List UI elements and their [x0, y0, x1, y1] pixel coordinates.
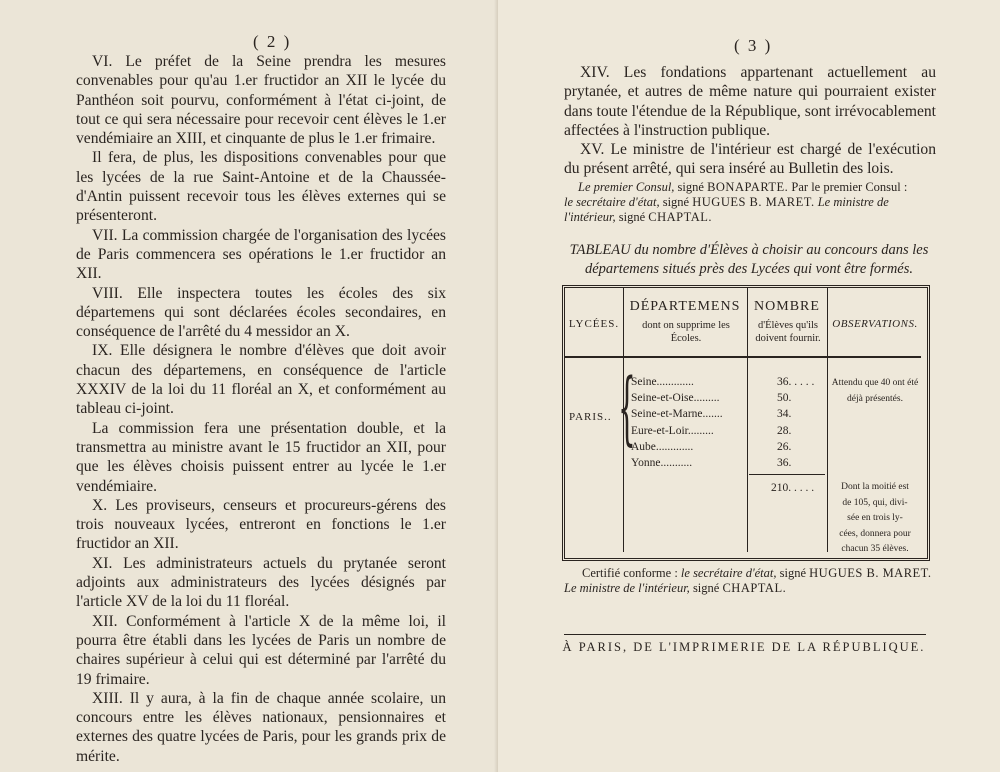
article-xiv: XIV. Les fondations appartenant actuellement au prytanée, et autres de même nature qui pourraient exister dans toute l'étendue de la République, sont irrévocablement affectées à l'instruction publique.	[564, 64, 936, 139]
lycee-paris: PARIS..	[569, 411, 612, 423]
header-nombre: NOMBRE	[754, 299, 820, 314]
article-viii: VIII. Elle inspectera toutes les écoles des six départemens qui sont déclarées écoles secondaires, en conséquence de l'arrêté du 4 messidor an X.	[76, 284, 446, 341]
article-xiii: XIII. Il y aura, à la fin de chaque année scolaire, un concours entre les élèves nationaux, pensionnaires et externes des quatre lycées de Paris, pour les grands prix de mérite.	[76, 689, 446, 765]
table-row: Aube.............	[631, 440, 694, 453]
article-xv: XV. Le ministre de l'intérieur est chargé de l'exécution du présent arrêté, qui sera inséré au Bulletin des lois.	[564, 141, 936, 178]
footer-rule	[564, 634, 926, 635]
column-divider	[827, 288, 828, 552]
observation-bottom: Dont la moitié est de 105, qui, divi- sée en trois ly- cées, donnera pour chacun 35 élèves.	[839, 482, 911, 554]
article-vii: VII. La commission chargée de l'organisation des lycées de Paris commencera ses opérations le 1.er fructidor an XII.	[76, 226, 446, 283]
header-nombre-sub: d'Élèves qu'ils doivent fournir.	[755, 320, 821, 344]
table-row: Seine-et-Oise.........	[631, 392, 720, 405]
header-departemens-sub: dont on supprime les Écoles.	[642, 320, 730, 344]
brace-glyph: {	[618, 361, 636, 454]
departemens-list	[631, 374, 745, 471]
table-value: 26.	[777, 440, 792, 453]
total-rule	[749, 474, 825, 475]
article-ix: IX. Elle désignera le nombre d'élèves que doit avoir chacun des départemens, en conséquence de l'article XXXIV de la loi du 11 floréal an X, et conformément au tableau ci-joint.	[76, 342, 446, 418]
table-row: Eure-et-Loir.........	[631, 424, 714, 437]
student-table	[562, 285, 930, 561]
page-right	[498, 0, 1000, 772]
certified-line-1: Certifié conforme : le secrétaire d'état, signé HUGUES B. MARET.	[582, 566, 932, 580]
observation-top: Attendu que 40 ont été déjà présentés.	[831, 378, 919, 404]
article-xii: XII. Conformément à l'article X de la même loi, il pourra être établi dans les lycées de Paris un nombre de chaires supérieur à celui qui est déterminé par l'arrêté du 19 frimaire.	[76, 612, 446, 688]
certified-line-2: Le ministre de l'intérieur, signé CHAPTAL.	[564, 581, 787, 595]
article-vi-continued: Il fera, de plus, les dispositions convenables pour que les lycées de la rue Saint-Antoine et de la Chaussée-d'Antin puissent recevoir tous les élèves externes qui se présenteront.	[76, 149, 446, 225]
table-row: Seine.............	[631, 376, 694, 388]
column-divider	[747, 288, 748, 552]
table-value: 34.	[777, 408, 792, 421]
article-x: X. Les proviseurs, censeurs et procureurs-gérens des trois nouveaux lycées, entreront en fonctions le 1.er fructidor an XII.	[76, 496, 446, 553]
page-number-left: ( 2 )	[253, 32, 292, 51]
page-number-right: ( 3 )	[734, 36, 773, 55]
article-vi: VI. Le préfet de la Seine prendra les mesures convenables pour qu'au 1.er fructidor an XII le lycée du Panthéon soit pourvu, conformément à l'état ci-joint, de tout ce qui sera nécessaire pour recevoir cent élèves le 1.er vendémiaire an XIII, et cinquante de plus le 1.er frimaire.	[76, 53, 446, 148]
signature-line-1: Le premier Consul, signé BONAPARTE. Par le premier Consul :	[578, 180, 908, 194]
signature-line-2: le secrétaire d'état, signé HUGUES B. MARET. Le ministre de	[564, 195, 889, 209]
table-value: 28.	[777, 424, 792, 437]
table-value: 36. . . . .	[777, 376, 815, 388]
table-value: 36.	[777, 457, 792, 470]
article-ix-continued: La commission fera une présentation double, et la transmettra au ministre avant le 15 fructidor an XII, pour que les élèves choisis puissent entrer au lycée le 1.er vendémiaire.	[76, 419, 446, 495]
table-title: TABLEAU du nombre d'Élèves à choisir au concours dans les départemens situés près des Lycées qui vont être formés.	[569, 242, 929, 277]
table-value: 50.	[777, 392, 792, 405]
table-row: Seine-et-Marne.......	[631, 408, 723, 421]
imprint-footer: À PARIS, DE L'IMPRIMERIE DE LA RÉPUBLIQUE.	[562, 640, 926, 654]
right-text-block	[564, 63, 936, 179]
signature-line-3: l'intérieur, signé CHAPTAL.	[564, 210, 713, 224]
header-rule	[565, 356, 921, 358]
table-total: 210. . . . .	[771, 482, 815, 494]
table-row: Yonne...........	[631, 457, 693, 470]
left-text-block	[76, 52, 446, 766]
page-left	[0, 0, 498, 772]
header-departemens: DÉPARTEMENS	[629, 299, 741, 314]
nombre-list	[777, 374, 827, 471]
header-lycees: LYCÉES.	[568, 318, 620, 330]
article-xi: XI. Les administrateurs actuels du prytanée seront adjoints aux administrateurs des lycées désignés par l'article XV de la loi du 11 floréal.	[76, 554, 446, 611]
header-observations: OBSERVATIONS.	[832, 318, 918, 330]
